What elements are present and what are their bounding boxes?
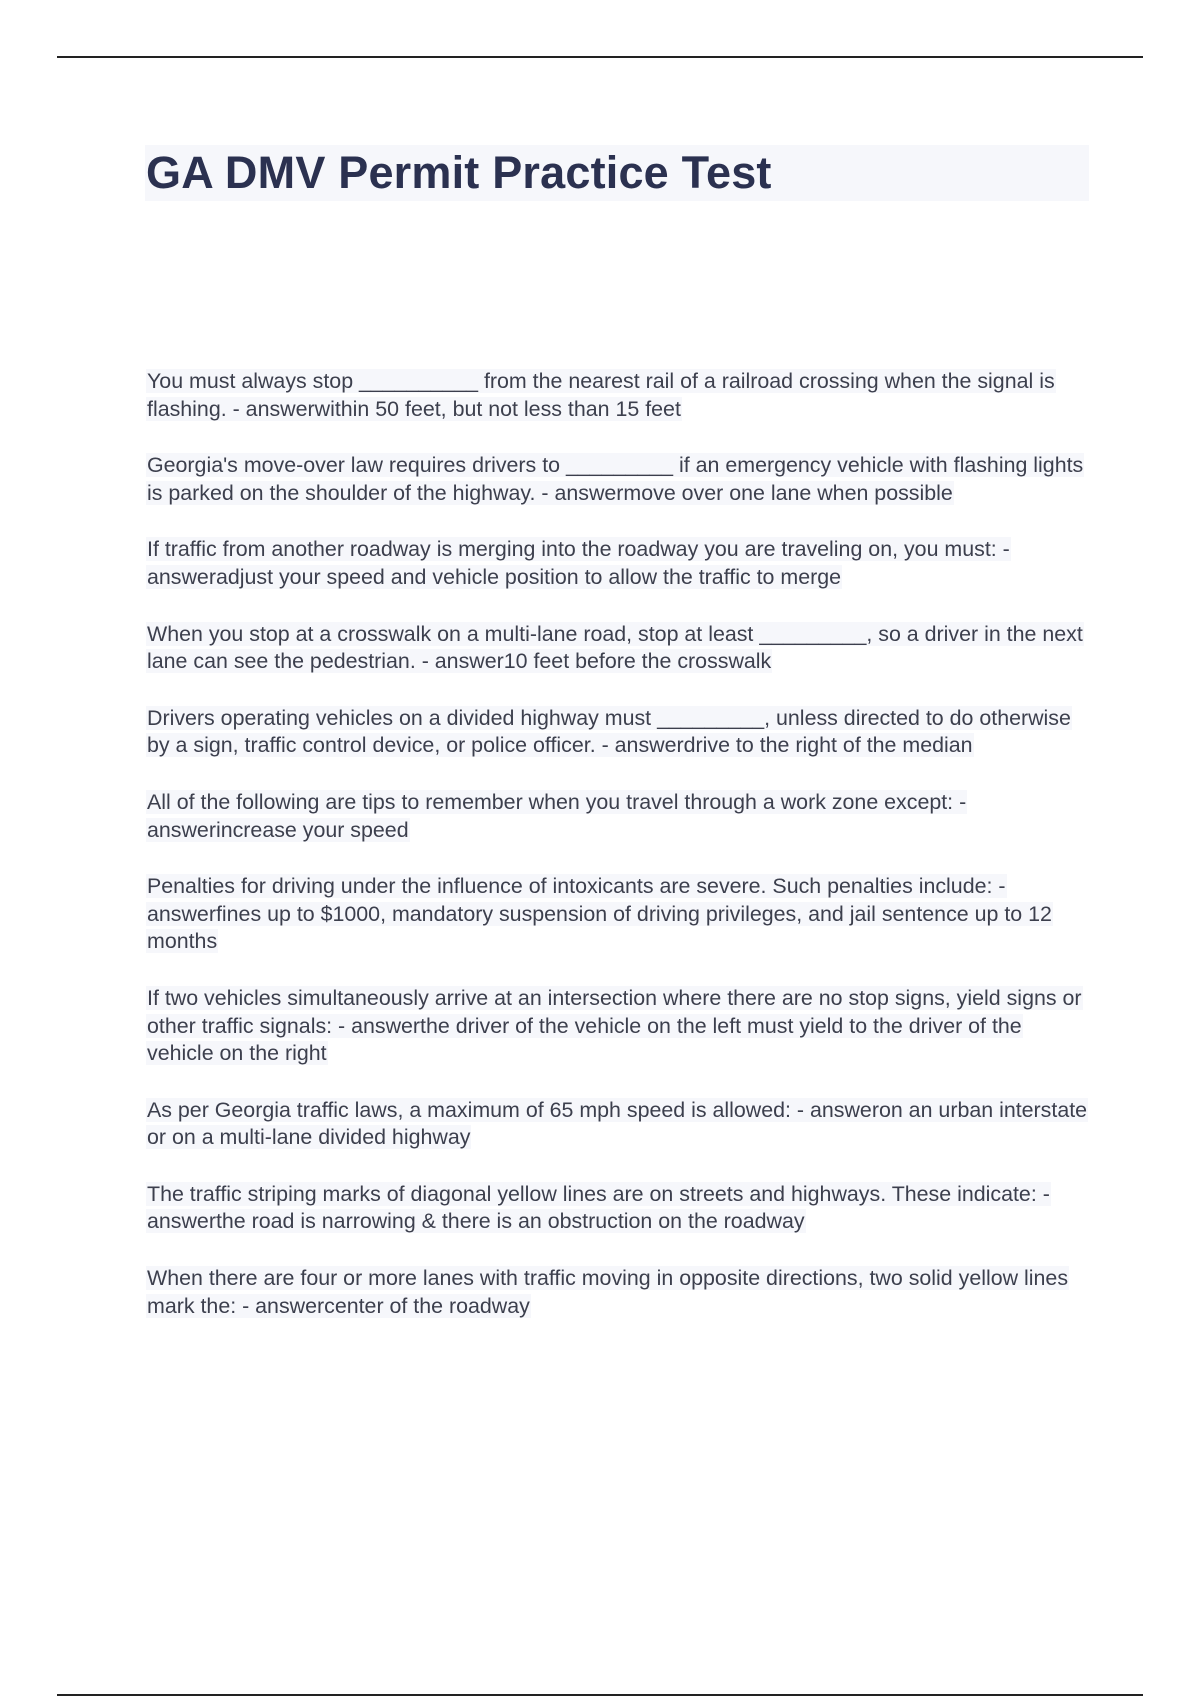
question-item [146,536,1091,591]
question-text: When you stop at a crosswalk on a multi-lane road, stop at least _________, so a driver in the next lane can see the pedestrian. - answer10 feet before the crosswalk [147,621,1083,674]
question-list [146,368,1091,1349]
question-item [146,985,1091,1068]
question-text: If traffic from another roadway is merging into the roadway you are traveling on, you must: - answeradjust your speed and vehicle position to allow the traffic to merge [147,537,1010,589]
question-item [146,789,1091,844]
question-text: If two vehicles simultaneously arrive at an intersection where there are no stop signs, yield signs or other traffic signals: - answerthe driver of the vehicle on the left must yield to the driver of the vehicle on the right [147,985,1082,1066]
question-text: Georgia's move-over law requires drivers to _________ if an emergency vehicle with flashing lights is parked on the shoulder of the highway. - answermove over one lane when possible [147,453,1084,505]
question-text: Drivers operating vehicles on a divided highway must _________, unless directed to do otherwise by a sign, traffic control device, or police officer. - answerdrive to the right of the median [147,705,1071,758]
question-item [146,705,1091,760]
question-item [146,452,1091,507]
question-item [146,621,1091,676]
question-text: The traffic striping marks of diagonal yellow lines are on streets and highways. These indicate: - answerthe road is narrowing & there is an obstruction on the roadway [147,1181,1050,1234]
question-item [146,1265,1091,1320]
question-text: When there are four or more lanes with traffic moving in opposite directions, two solid yellow lines mark the: - answercenter of the roadway [147,1266,1069,1318]
question-text: Penalties for driving under the influence of intoxicants are severe. Such penalties include: - answerfines up to $1000, mandatory suspension of driving privileges, and jail sentence up to 12 months [147,874,1052,954]
question-item [146,1181,1091,1236]
bottom-divider [57,1694,1143,1696]
question-item [146,368,1091,423]
page-title: GA DMV Permit Practice Test [146,147,772,198]
question-text: All of the following are tips to remember when you travel through a work zone except: - answerincrease your speed [147,789,967,842]
question-item [146,873,1091,956]
top-divider [57,56,1143,58]
question-item [146,1097,1091,1152]
question-text: You must always stop __________ from the nearest rail of a railroad crossing when the signal is flashing. - answerwithin 50 feet, but not less than 15 feet [147,369,1055,421]
question-text: As per Georgia traffic laws, a maximum of 65 mph speed is allowed: - answeron an urban interstate or on a multi-lane divided highway [147,1097,1088,1150]
